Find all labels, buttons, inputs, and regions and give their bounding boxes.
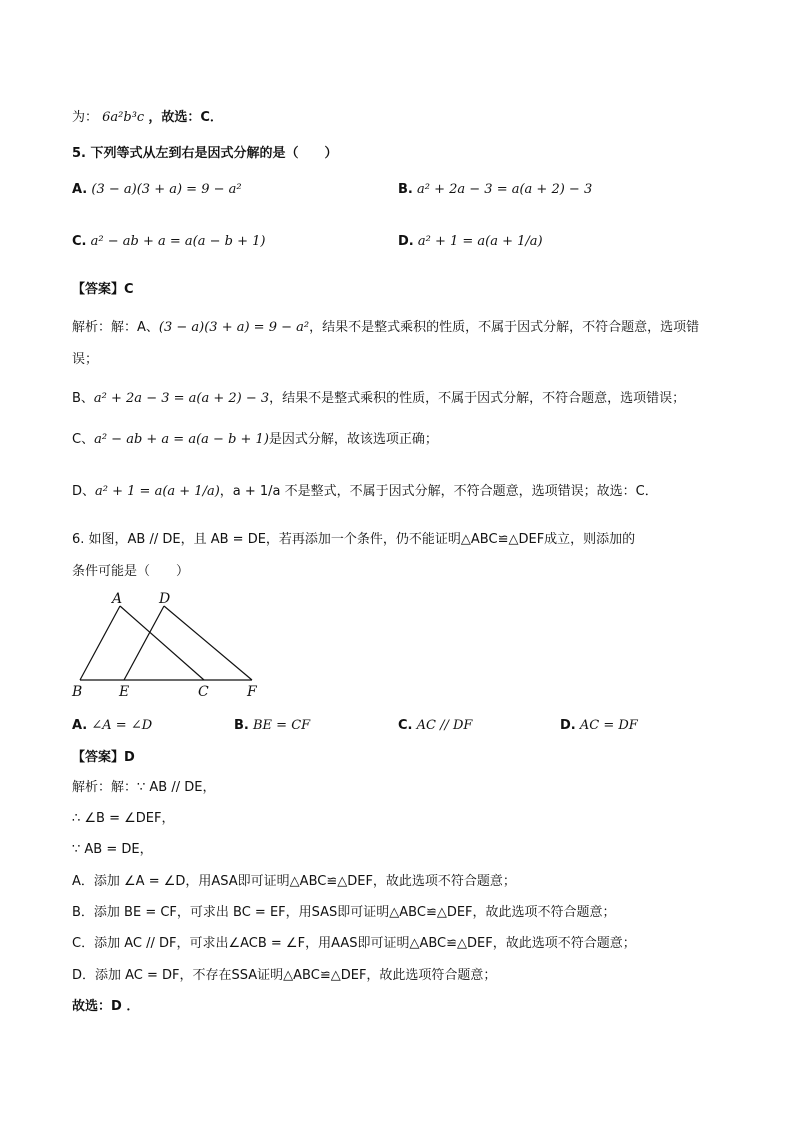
- label-c: C: [198, 684, 209, 700]
- q6-answer: 【答案】D: [72, 750, 135, 765]
- label-b: B: [72, 684, 83, 700]
- q5-analysis-line: [72, 430, 438, 450]
- q5-analysis-line: [72, 318, 699, 338]
- q6-stem-line1: 6. 如图，AB // DE，且 AB = DE，若再添加一个条件，仍不能证明△ABC≌△DEF成立，则添加的: [72, 532, 636, 547]
- q6-analysis-line: ∴ ∠B = ∠DEF，: [72, 811, 175, 826]
- option-label: D.: [560, 718, 576, 733]
- analysis-lead: 误；: [72, 352, 99, 367]
- q5-option-a: [72, 180, 242, 200]
- q6-stem-line2: 条件可能是（ ）: [72, 564, 190, 579]
- line-de: [124, 606, 164, 680]
- q6-analysis-line: 故选：D ．: [72, 999, 140, 1014]
- line-ab: [80, 606, 120, 680]
- q6-analysis-line: D．添加 AC = DF，不存在SSA证明△ABC≌△DEF，故此选项符合题意；: [72, 968, 497, 983]
- suffix-text: ，故选：C．: [148, 110, 223, 125]
- analysis-tail: ，结果不是整式乘积的性质，不属于因式分解，不符合题意，选项错误；: [269, 391, 686, 406]
- analysis-lead: D、: [72, 484, 96, 499]
- q5-stem: 5. 下列等式从左到右是因式分解的是（ ）: [72, 146, 338, 161]
- q6-analysis-line: 解析：解：∵ AB // DE，: [72, 780, 216, 795]
- q5-option-c: [72, 232, 265, 252]
- option-expr: a² + 1 = a(a + 1/a): [417, 234, 543, 249]
- option-label: C.: [398, 718, 413, 733]
- analysis-tail: ，a + 1/a 不是整式，不属于因式分解，不符合题意，选项错误；故选：C．: [219, 484, 658, 499]
- analysis-lead: C、: [72, 432, 95, 447]
- label-d: D: [159, 591, 171, 607]
- label-f: F: [247, 684, 257, 700]
- option-expr: a² + 2a − 3 = a(a + 2) − 3: [417, 182, 593, 197]
- q5-option-b: [398, 180, 592, 200]
- label-a: A: [112, 591, 123, 607]
- q5-option-d: [398, 232, 543, 252]
- option-label: A.: [72, 182, 88, 197]
- option-label: B.: [234, 718, 249, 733]
- q5-answer: 【答案】C: [72, 282, 134, 297]
- q6-analysis-line: ∵ AB = DE，: [72, 842, 153, 857]
- prev-answer-line: [72, 108, 223, 128]
- analysis-expr: (3 − a)(3 + a) = 9 − a²: [158, 320, 310, 335]
- q5-analysis-line: [72, 482, 658, 502]
- option-expr: AC = DF: [579, 718, 638, 733]
- analysis-lead: B、: [72, 391, 94, 406]
- q5-analysis-line: [72, 350, 98, 370]
- q6-option-c: [398, 716, 472, 736]
- line-ac: [120, 606, 204, 680]
- option-expr: (3 − a)(3 + a) = 9 − a²: [91, 182, 242, 197]
- analysis-expr: a² − ab + a = a(a − b + 1): [94, 432, 269, 447]
- option-expr: ∠A = ∠D: [91, 718, 153, 733]
- option-label: C.: [72, 234, 87, 249]
- option-label: D.: [398, 234, 414, 249]
- prefix-text: 为：: [72, 110, 99, 125]
- analysis-lead: 解析：解：A、: [72, 320, 159, 335]
- label-e: E: [119, 684, 130, 700]
- line-df: [164, 606, 252, 680]
- q6-option-a: [72, 716, 152, 736]
- analysis-expr: a² + 1 = a(a + 1/a): [95, 484, 220, 499]
- analysis-expr: a² + 2a − 3 = a(a + 2) − 3: [93, 391, 270, 406]
- analysis-tail: ，结果不是整式乘积的性质，不属于因式分解，不符合题意，选项错: [309, 320, 700, 335]
- analysis-tail: 是因式分解，故该选项正确；: [268, 432, 438, 447]
- math-expr: 6a²b³c: [102, 110, 145, 125]
- q6-analysis-line: B．添加 BE = CF，可求出 BC = EF，用SAS即可证明△ABC≌△DEF，故此选项不符合题意；: [72, 905, 616, 920]
- triangle-figure: [68, 588, 268, 704]
- option-expr: a² − ab + a = a(a − b + 1): [90, 234, 266, 249]
- option-label: A.: [72, 718, 88, 733]
- option-expr: BE = CF: [253, 718, 311, 733]
- q6-analysis-line: C．添加 AC // DF，可求出∠ACB = ∠F，用AAS即可证明△ABC≌△DEF，故此选项不符合题意；: [72, 936, 636, 951]
- option-expr: AC // DF: [416, 718, 473, 733]
- q6-analysis-line: A．添加 ∠A = ∠D，用ASA即可证明△ABC≌△DEF，故此选项不符合题意；: [72, 874, 516, 889]
- q6-option-d: [560, 716, 638, 736]
- option-label: B.: [398, 182, 413, 197]
- q5-analysis-line: [72, 389, 685, 409]
- q6-option-b: [234, 716, 310, 736]
